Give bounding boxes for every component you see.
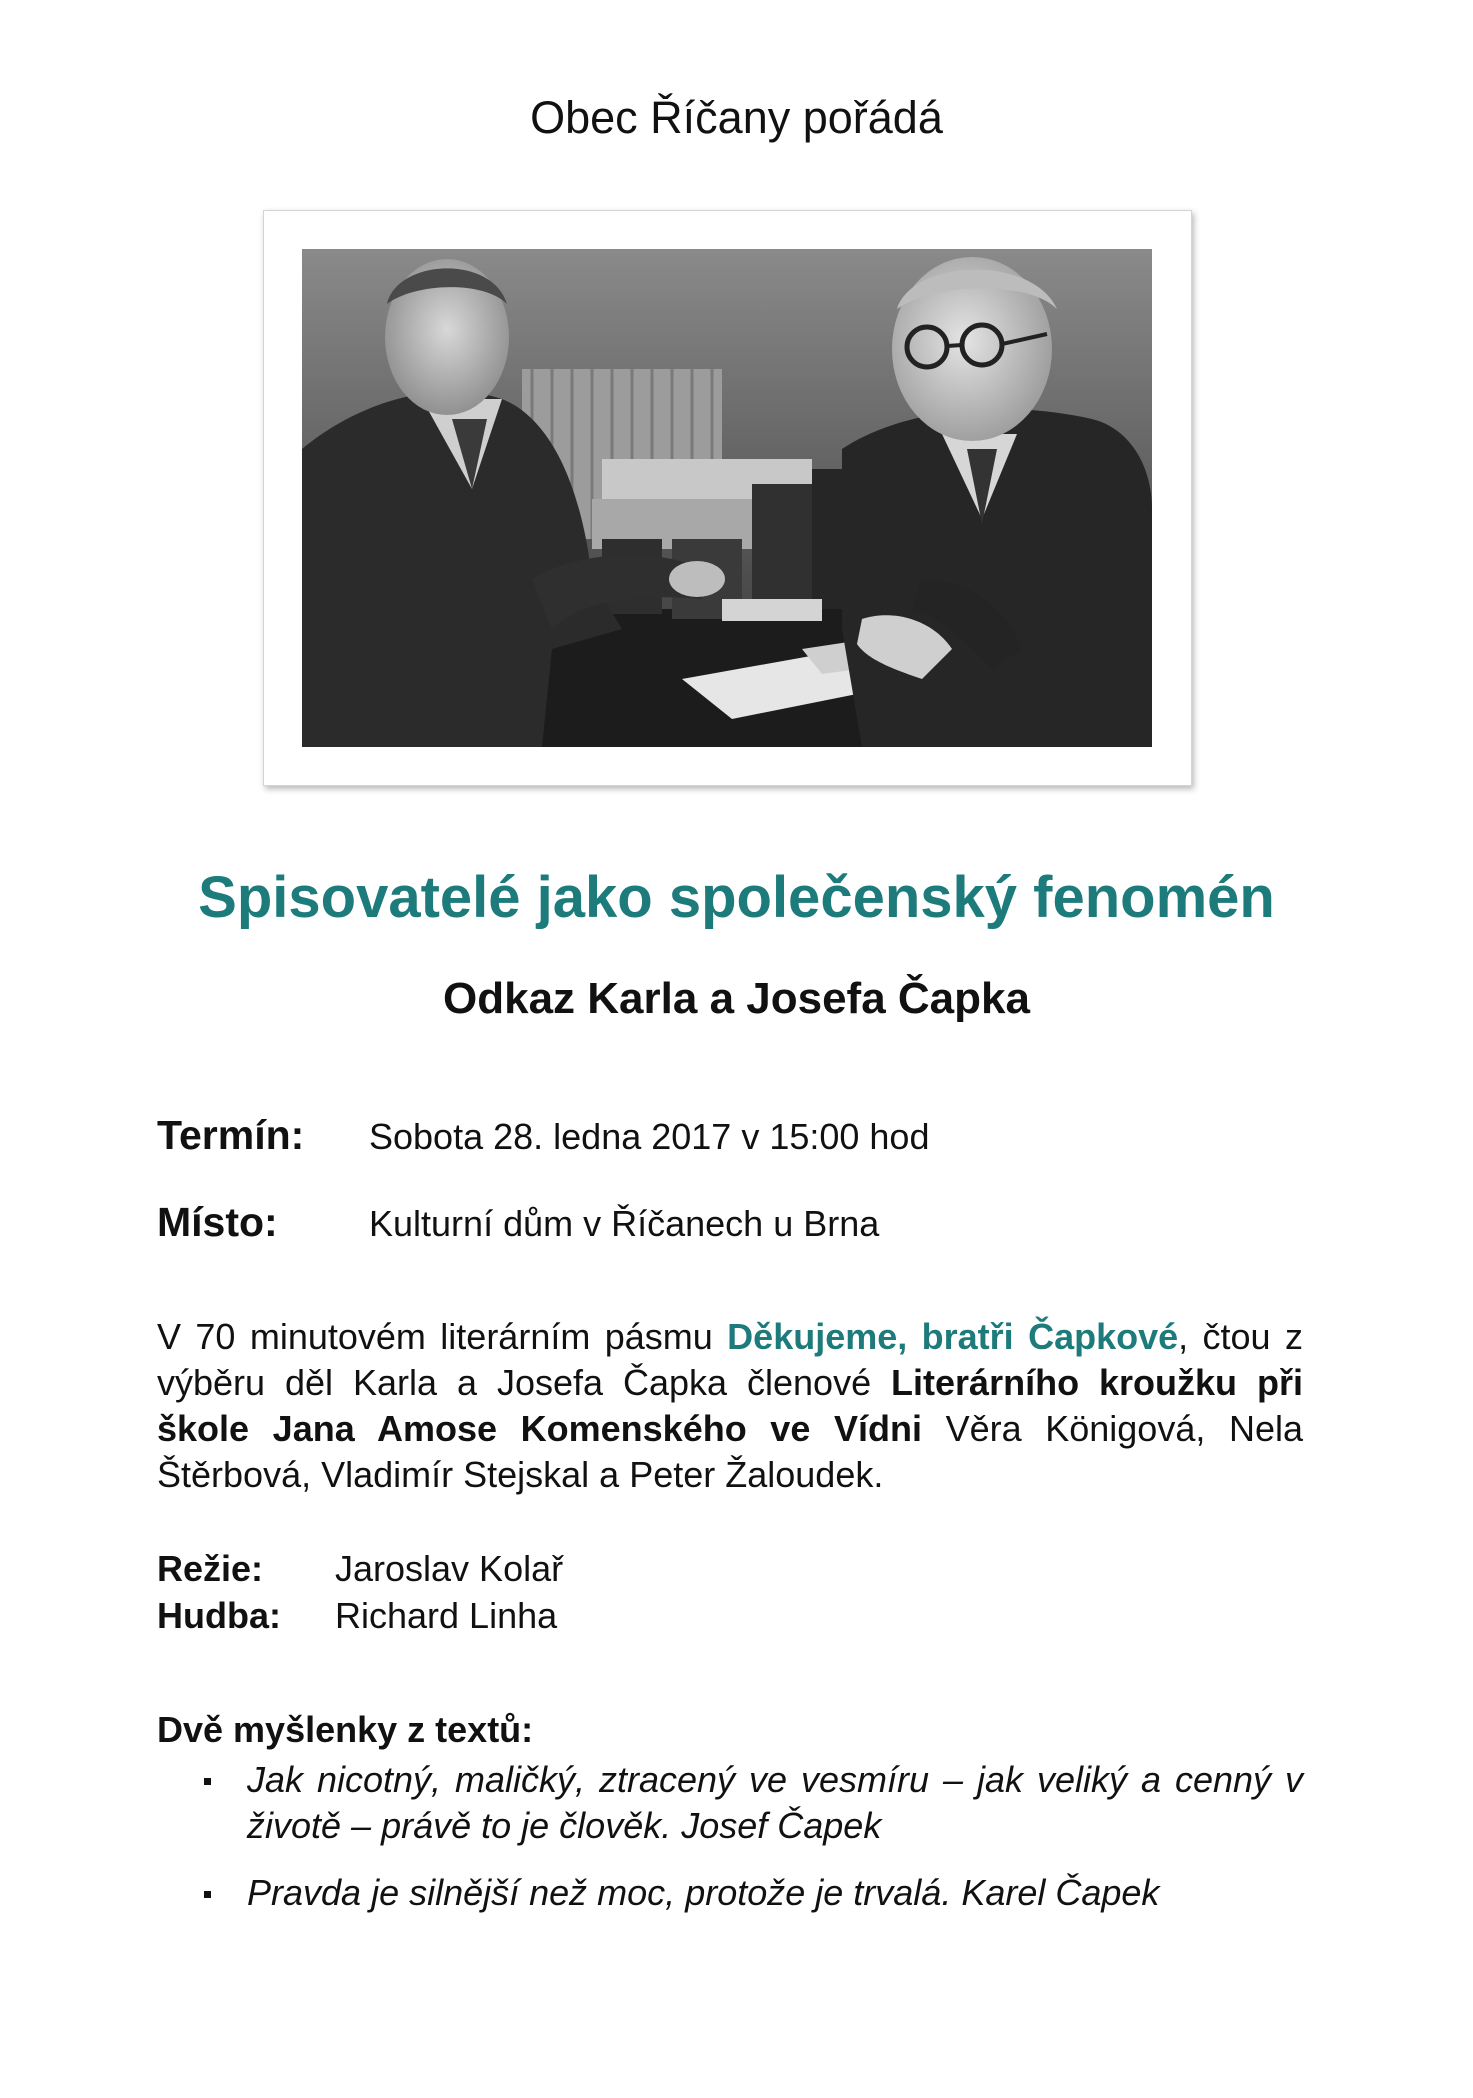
program-name: Děkujeme, bratři Čapkové bbox=[727, 1316, 1179, 1357]
organizer-heading: Obec Říčany pořádá bbox=[530, 92, 943, 143]
quote-text: Pravda je silnější než moc, protože je trvalá. Karel Čapek bbox=[247, 1872, 1160, 1913]
direction-value: Jaroslav Kolař bbox=[335, 1548, 564, 1589]
event-subtitle: Odkaz Karla a Josefa Čapka bbox=[443, 974, 1030, 1023]
place-value: Kulturní dům v Říčanech u Brna bbox=[369, 1203, 880, 1244]
date-label: Termín: bbox=[157, 1112, 305, 1158]
thoughts-heading: Dvě myšlenky z textů: bbox=[157, 1709, 534, 1750]
photo-illustration bbox=[302, 249, 1152, 747]
date-value: Sobota 28. ledna 2017 v 15:00 hod bbox=[369, 1116, 930, 1157]
program-description bbox=[157, 1314, 1303, 1498]
description-text-2: , čtou z výběru děl Karla a Josefa Čapka členové bbox=[157, 1316, 1303, 1403]
date-row bbox=[157, 1105, 1317, 1165]
description-text-3: Věra Königová, Nela Štěrbová, Vladimír Stejskal a Peter Žaloudek. bbox=[157, 1408, 1303, 1495]
credit-music bbox=[157, 1592, 1057, 1639]
square-bullet-icon bbox=[204, 1778, 211, 1785]
photo-frame bbox=[263, 210, 1192, 786]
quote-item bbox=[157, 1870, 1303, 1916]
music-value: Richard Linha bbox=[335, 1595, 558, 1636]
music-label: Hudba: bbox=[157, 1595, 281, 1636]
place-row bbox=[157, 1192, 1317, 1252]
description-text-1: V 70 minutovém literárním pásmu bbox=[157, 1316, 728, 1357]
direction-label: Režie: bbox=[157, 1548, 264, 1589]
credits bbox=[157, 1545, 1057, 1639]
event-title: Spisovatelé jako společenský fenomén bbox=[198, 865, 1275, 930]
quote-list bbox=[157, 1757, 1303, 1937]
photo-two-men-at-desk bbox=[302, 249, 1152, 747]
place-label: Místo: bbox=[157, 1199, 278, 1245]
square-bullet-icon bbox=[204, 1891, 211, 1898]
quote-item bbox=[157, 1757, 1303, 1849]
group-name: Literárního kroužku při škole Jana Amose Komenského ve Vídni bbox=[157, 1362, 1303, 1449]
quote-text: Jak nicotný, maličký, ztracený ve vesmíru – jak veliký a cenný v životě – právě to je člověk. Josef Čapek bbox=[247, 1759, 1303, 1846]
credit-direction bbox=[157, 1545, 1057, 1592]
